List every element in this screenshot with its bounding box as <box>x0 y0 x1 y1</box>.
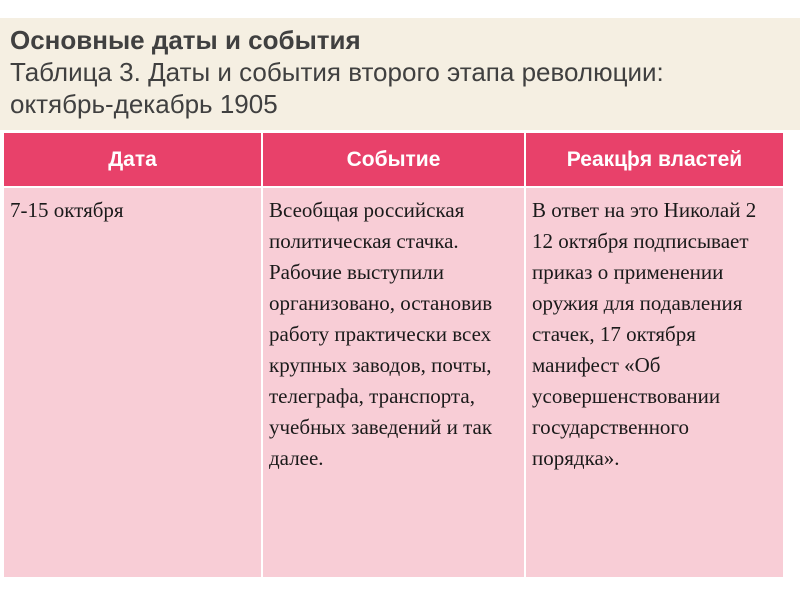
column-header-event: Событие <box>262 132 525 187</box>
reaction-text: В ответ на это Николай 2 12 октября подписывает приказ о применении оружия для подавления стачек, 17 октября манифест «Об усовершенствовании государственного порядка». <box>532 198 757 470</box>
cell-date <box>3 187 262 578</box>
cell-event <box>262 187 525 578</box>
event-text: Всеобщая российская политическая стачка. Рабочие выступили организовано, остановив работу практически всех крупных заводов, почты, телеграфа, транспорта, учебных заведений и так далее. <box>269 198 493 470</box>
date-text: 7-15 октября <box>10 198 124 222</box>
events-table <box>2 131 785 579</box>
title-panel <box>0 18 800 130</box>
table-caption-line-1: Таблица 3. Даты и события второго этапа революции: <box>10 57 664 87</box>
column-header-date: Дата <box>3 132 262 187</box>
table-row <box>3 187 784 578</box>
table-caption-line-2: октябрь-декабрь 1905 <box>10 89 278 119</box>
column-header-reaction: Реакцþя властей <box>525 132 784 187</box>
table-header-row <box>3 132 784 187</box>
cell-reaction <box>525 187 784 578</box>
page-title: Основные даты и события <box>10 25 361 55</box>
